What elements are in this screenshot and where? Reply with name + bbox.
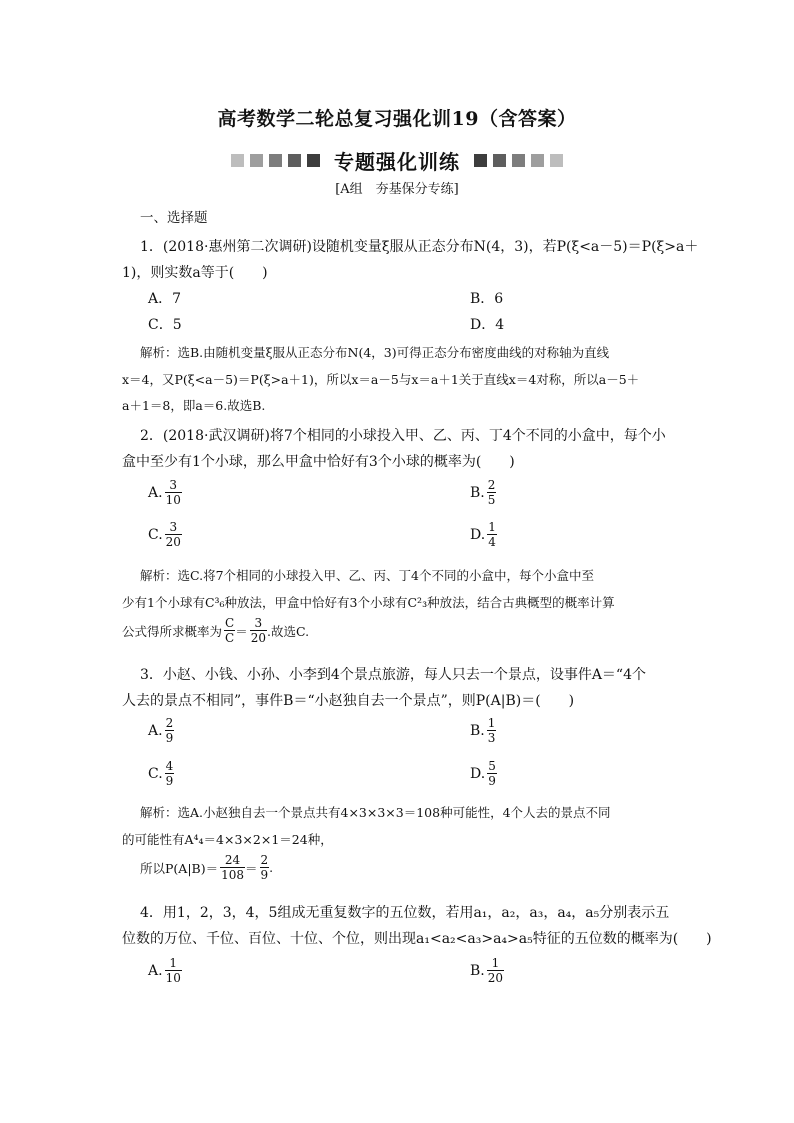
numerator: 1 (169, 956, 178, 970)
fraction (487, 956, 504, 985)
numerator: 3 (254, 616, 263, 630)
option-label: B. (470, 484, 485, 501)
q2-option-d (470, 520, 497, 549)
q1-option-b: B．6 (470, 291, 504, 307)
q4-stem-line1: 4．用1，2，3，4，5组成无重复数字的五位数，若用a₁，a₂，a₃，a₄，a₅分别表示五 (140, 905, 670, 921)
q1-option-a: A．7 (148, 291, 182, 307)
banner-square-icon (269, 154, 282, 167)
denominator: 108 (221, 868, 244, 882)
q3-option-b (470, 716, 496, 745)
fraction (487, 759, 497, 788)
q4-option-a (148, 956, 182, 985)
analysis-text: 公式得所求概率为 (122, 623, 223, 639)
q4-stem-line2: 位数的万位、千位、百位、十位、个位，则出现a₁<a₂<a₃>a₄>a₅特征的五位数的概率为( ) (122, 931, 712, 947)
denominator: 9 (165, 731, 174, 745)
fraction (165, 520, 182, 549)
q3-option-a (148, 716, 174, 745)
q1-option-c: C．5 (148, 317, 182, 333)
q3-stem-line1: 3．小赵、小钱、小孙、小李到4个景点旅游，每人只去一个景点，设事件A＝“4个 (140, 667, 646, 683)
banner-square-icon (531, 154, 544, 167)
banner-square-icon (250, 154, 263, 167)
option-label: D. (470, 765, 486, 782)
q1-stem-line2: 1)，则实数a等于( ) (122, 265, 268, 281)
q2-analysis-line2: 少有1个小球有C³₆种放法，甲盒中恰好有3个小球有C²₃种放法，结合古典概型的概率计算 (122, 595, 615, 610)
denominator: 9 (260, 868, 269, 882)
numerator: 3 (169, 520, 178, 534)
group-label: [A组 夯基保分专练] (335, 182, 459, 197)
analysis-text: .故选C. (267, 623, 310, 639)
banner-square-icon (231, 154, 244, 167)
q2-option-b (470, 478, 496, 507)
section-heading: 一、选择题 (140, 210, 208, 226)
numerator: 24 (224, 853, 241, 867)
q1-analysis-line1: 解析：选B.由随机变量ξ服从正态分布N(4，3)可得正态分布密度曲线的对称轴为直线 (140, 345, 610, 360)
numerator: 4 (165, 759, 174, 773)
page-title: 高考数学二轮总复习强化训19（含答案） (217, 108, 577, 130)
q4-option-b (470, 956, 504, 985)
fraction (165, 478, 182, 507)
q1-analysis-line2: x＝4，又P(ξ<a－5)＝P(ξ>a＋1)，所以x＝a－5与x＝a＋1关于直线x＝4对称，所以a－5＋ (122, 372, 640, 387)
banner-square-icon (493, 154, 506, 167)
denominator: C (225, 631, 235, 645)
q3-option-c (148, 759, 174, 788)
option-label: A. (148, 962, 163, 979)
q3-analysis-line1: 解析：选A.小赵独自去一个景点共有4×3×3×3＝108种可能性，4个人去的景点不同 (140, 805, 611, 820)
equals-sign: ＝ (235, 623, 248, 639)
q2-stem-line1: 2．(2018·武汉调研)将7个相同的小球投入甲、乙、丙、丁4个不同的小盒中，每个小 (140, 428, 666, 444)
analysis-text: 所以P(A|B)＝ (140, 860, 219, 876)
q2-option-c (148, 520, 182, 549)
q3-option-d (470, 759, 497, 788)
q3-analysis-line3 (140, 853, 273, 882)
denominator: 9 (488, 774, 496, 788)
fraction (220, 853, 245, 882)
denominator: 5 (487, 493, 496, 507)
banner-square-icon (307, 154, 320, 167)
denominator: 10 (165, 971, 181, 985)
q2-option-a (148, 478, 182, 507)
fraction (165, 759, 175, 788)
numerator: C (225, 616, 235, 630)
numerator: 2 (260, 853, 269, 867)
option-label: C. (148, 526, 163, 543)
q2-analysis-line1: 解析：选C.将7个相同的小球投入甲、乙、丙、丁4个不同的小盒中，每个小盒中至 (140, 568, 594, 583)
numerator: 1 (487, 716, 496, 730)
q1-stem-line1: 1．(2018·惠州第二次调研)设随机变量ξ服从正态分布N(4，3)，若P(ξ<a－5)＝P(ξ>a＋ (140, 239, 699, 255)
fraction (224, 616, 235, 645)
fraction (165, 956, 182, 985)
option-label: A. (148, 484, 163, 501)
banner-square-icon (550, 154, 563, 167)
q3-analysis-line2: 的可能性有A⁴₄＝4×3×2×1＝24种， (122, 832, 333, 847)
equals-sign: ＝ (245, 860, 258, 876)
numerator: 3 (169, 478, 178, 492)
numerator: 1 (491, 956, 500, 970)
q1-option-d: D．4 (470, 317, 505, 333)
option-label: A. (148, 722, 163, 739)
q2-analysis-line3 (122, 616, 309, 645)
numerator: 5 (488, 759, 496, 773)
denominator: 3 (487, 731, 496, 745)
banner-square-icon (512, 154, 525, 167)
fraction (260, 853, 270, 882)
q3-stem-line2: 人去的景点不相同”，事件B＝“小赵独自去一个景点”，则P(A|B)＝( ) (122, 693, 575, 709)
denominator: 4 (488, 535, 496, 549)
fraction (250, 616, 267, 645)
q2-stem-line2: 盒中至少有1个小球，那么甲盒中恰好有3个小球的概率为( ) (122, 454, 515, 470)
denominator: 20 (165, 535, 181, 549)
denominator: 10 (165, 493, 181, 507)
analysis-text: . (269, 860, 274, 875)
denominator: 20 (487, 971, 504, 985)
banner-square-icon (474, 154, 487, 167)
option-label: C. (148, 765, 163, 782)
numerator: 1 (488, 520, 496, 534)
fraction (487, 716, 497, 745)
fraction (487, 520, 497, 549)
numerator: 2 (487, 478, 496, 492)
banner-square-icon (288, 154, 301, 167)
denominator: 20 (250, 631, 266, 645)
fraction (165, 716, 175, 745)
numerator: 2 (165, 716, 174, 730)
section-banner (0, 146, 794, 175)
banner-text: 专题强化训练 (334, 150, 460, 174)
option-label: B. (470, 722, 485, 739)
fraction (487, 478, 497, 507)
denominator: 9 (165, 774, 174, 788)
option-label: B. (470, 962, 485, 979)
q1-analysis-line3: a＋1＝8，即a＝6.故选B. (122, 398, 266, 413)
option-label: D. (470, 526, 486, 543)
